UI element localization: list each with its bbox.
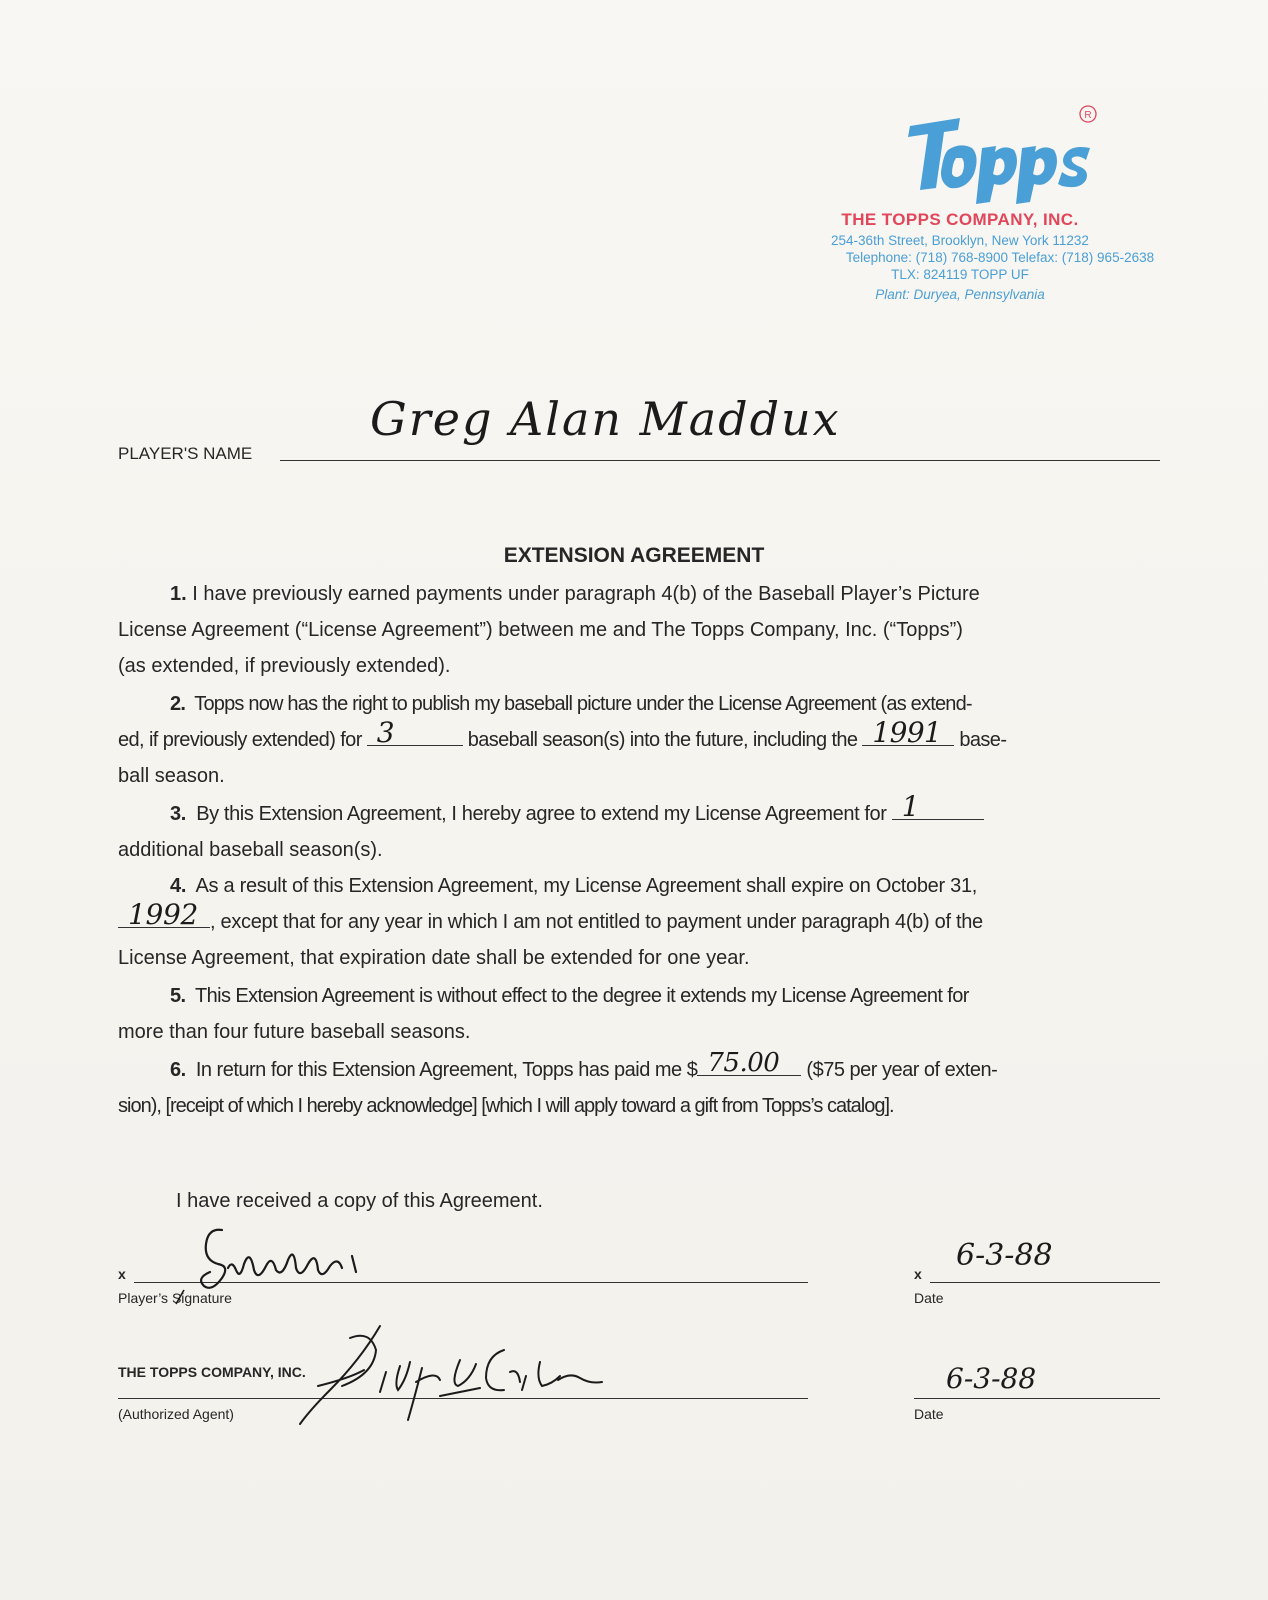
player-signature-label: Player’s Signature [118,1290,232,1306]
company-name: THE TOPPS COMPANY, INC. [841,210,1079,229]
player-date-label: Date [914,1290,944,1306]
date-x-mark: x [914,1266,922,1282]
p6-line1 [170,1048,1215,1088]
p6-text1a: In return for this Extension Agreement, Topps has paid me $ [195,1059,698,1081]
company-telex: TLX: 824119 TOPP UF [891,267,1029,282]
p2-text2c: base- [954,729,1007,751]
p2-number: 2. [170,693,186,715]
registered-mark: R [1084,110,1092,121]
p5-line1 [170,978,1215,1014]
p3-blank [892,790,984,823]
p4-text1: As a result of this Extension Agreement, my License Agreement shall expire on October 31, [195,875,978,897]
agent-date-line [914,1398,1160,1399]
agreement-title: EXTENSION AGREEMENT [503,544,765,567]
p5-number: 5. [170,985,186,1007]
p2-line1 [170,686,1215,722]
p4-year-blank [118,898,210,931]
p1-number: 1. [170,583,187,605]
agent-date-label: Date [914,1406,944,1422]
p2-year-fill: 1991 [872,716,942,749]
p1-line1 [170,576,1215,612]
topps-logo [900,104,1100,204]
p4-line1 [170,868,1215,904]
p2-text2a: ed, if previously extended) for [118,729,367,751]
p3-line2: additional baseball season(s). [118,839,383,861]
p2-seasons-blank [367,716,463,749]
p3-text1: By this Extension Agreement, I hereby agree to extend my License Agreement for [196,803,892,825]
p6-amount-fill: 75.00 [707,1048,780,1078]
player-date-handwritten: 6-3-88 [956,1238,1053,1273]
player-x-mark: x [118,1266,126,1282]
player-date-line [930,1282,1160,1283]
p4-year-fill: 1992 [128,898,199,931]
agent-date-handwritten: 6-3-88 [946,1362,1037,1395]
p2-seasons-fill: 3 [376,716,394,749]
p2-year-blank [862,716,954,749]
agent-label: (Authorized Agent) [118,1406,234,1422]
player-signature-scribble [170,1220,400,1310]
company-phone: Telephone: (718) 768-8900 Telefax: (718) 965-2638 [845,250,1155,265]
p3-fill: 1 [901,790,920,823]
p1-text1: I have previously earned payments under paragraph 4(b) of the Baseball Player’s Picture [186,583,980,605]
p3-number: 3. [170,803,186,825]
p4-text2: , except that for any year in which I am not entitled to payment under paragraph 4(b) of the [210,911,983,933]
player-name-handwritten: Greg Alan Maddux [370,392,841,446]
p5-text1: This Extension Agreement is without effect to the degree it extends my License Agreement for [195,985,969,1007]
p2-line3: ball season. [118,765,225,787]
p6-number: 6. [170,1059,186,1081]
p2-line2 [118,716,1163,758]
agent-signature-scribble [290,1320,610,1430]
acknowledgement-text: I have received a copy of this Agreement. [176,1190,543,1212]
company-plant: Plant: Duryea, Pennsylvania [875,287,1045,302]
p1-line2: License Agreement (“License Agreement”) between me and The Topps Company, Inc. (“Topps”) [118,619,963,641]
p6-amount-blank [697,1048,801,1078]
p2-text1: Topps now has the right to publish my baseball picture under the License Agreement (as extend- [194,693,972,715]
player-name-label: PLAYER'S NAME [118,444,253,463]
company-signature-label: THE TOPPS COMPANY, INC. [118,1364,306,1380]
company-address: 254-36th Street, Brooklyn, New York 11232 [831,233,1089,248]
p3-line1 [170,790,1215,832]
p6-text1b: ($75 per year of exten- [801,1059,998,1081]
p4-number: 4. [170,875,187,897]
player-name-line [280,460,1160,461]
p2-text2b: baseball season(s) into the future, including the [462,729,863,751]
p5-line2: more than four future baseball seasons. [118,1021,471,1043]
p1-line3: (as extended, if previously extended). [118,655,451,677]
p4-line3: License Agreement, that expiration date shall be extended for one year. [118,947,750,969]
p6-line2: sion), [receipt of which I hereby acknowledge] [which I will apply toward a gift from Topps’s catalog]. [118,1095,894,1117]
p4-line2 [118,898,1163,940]
